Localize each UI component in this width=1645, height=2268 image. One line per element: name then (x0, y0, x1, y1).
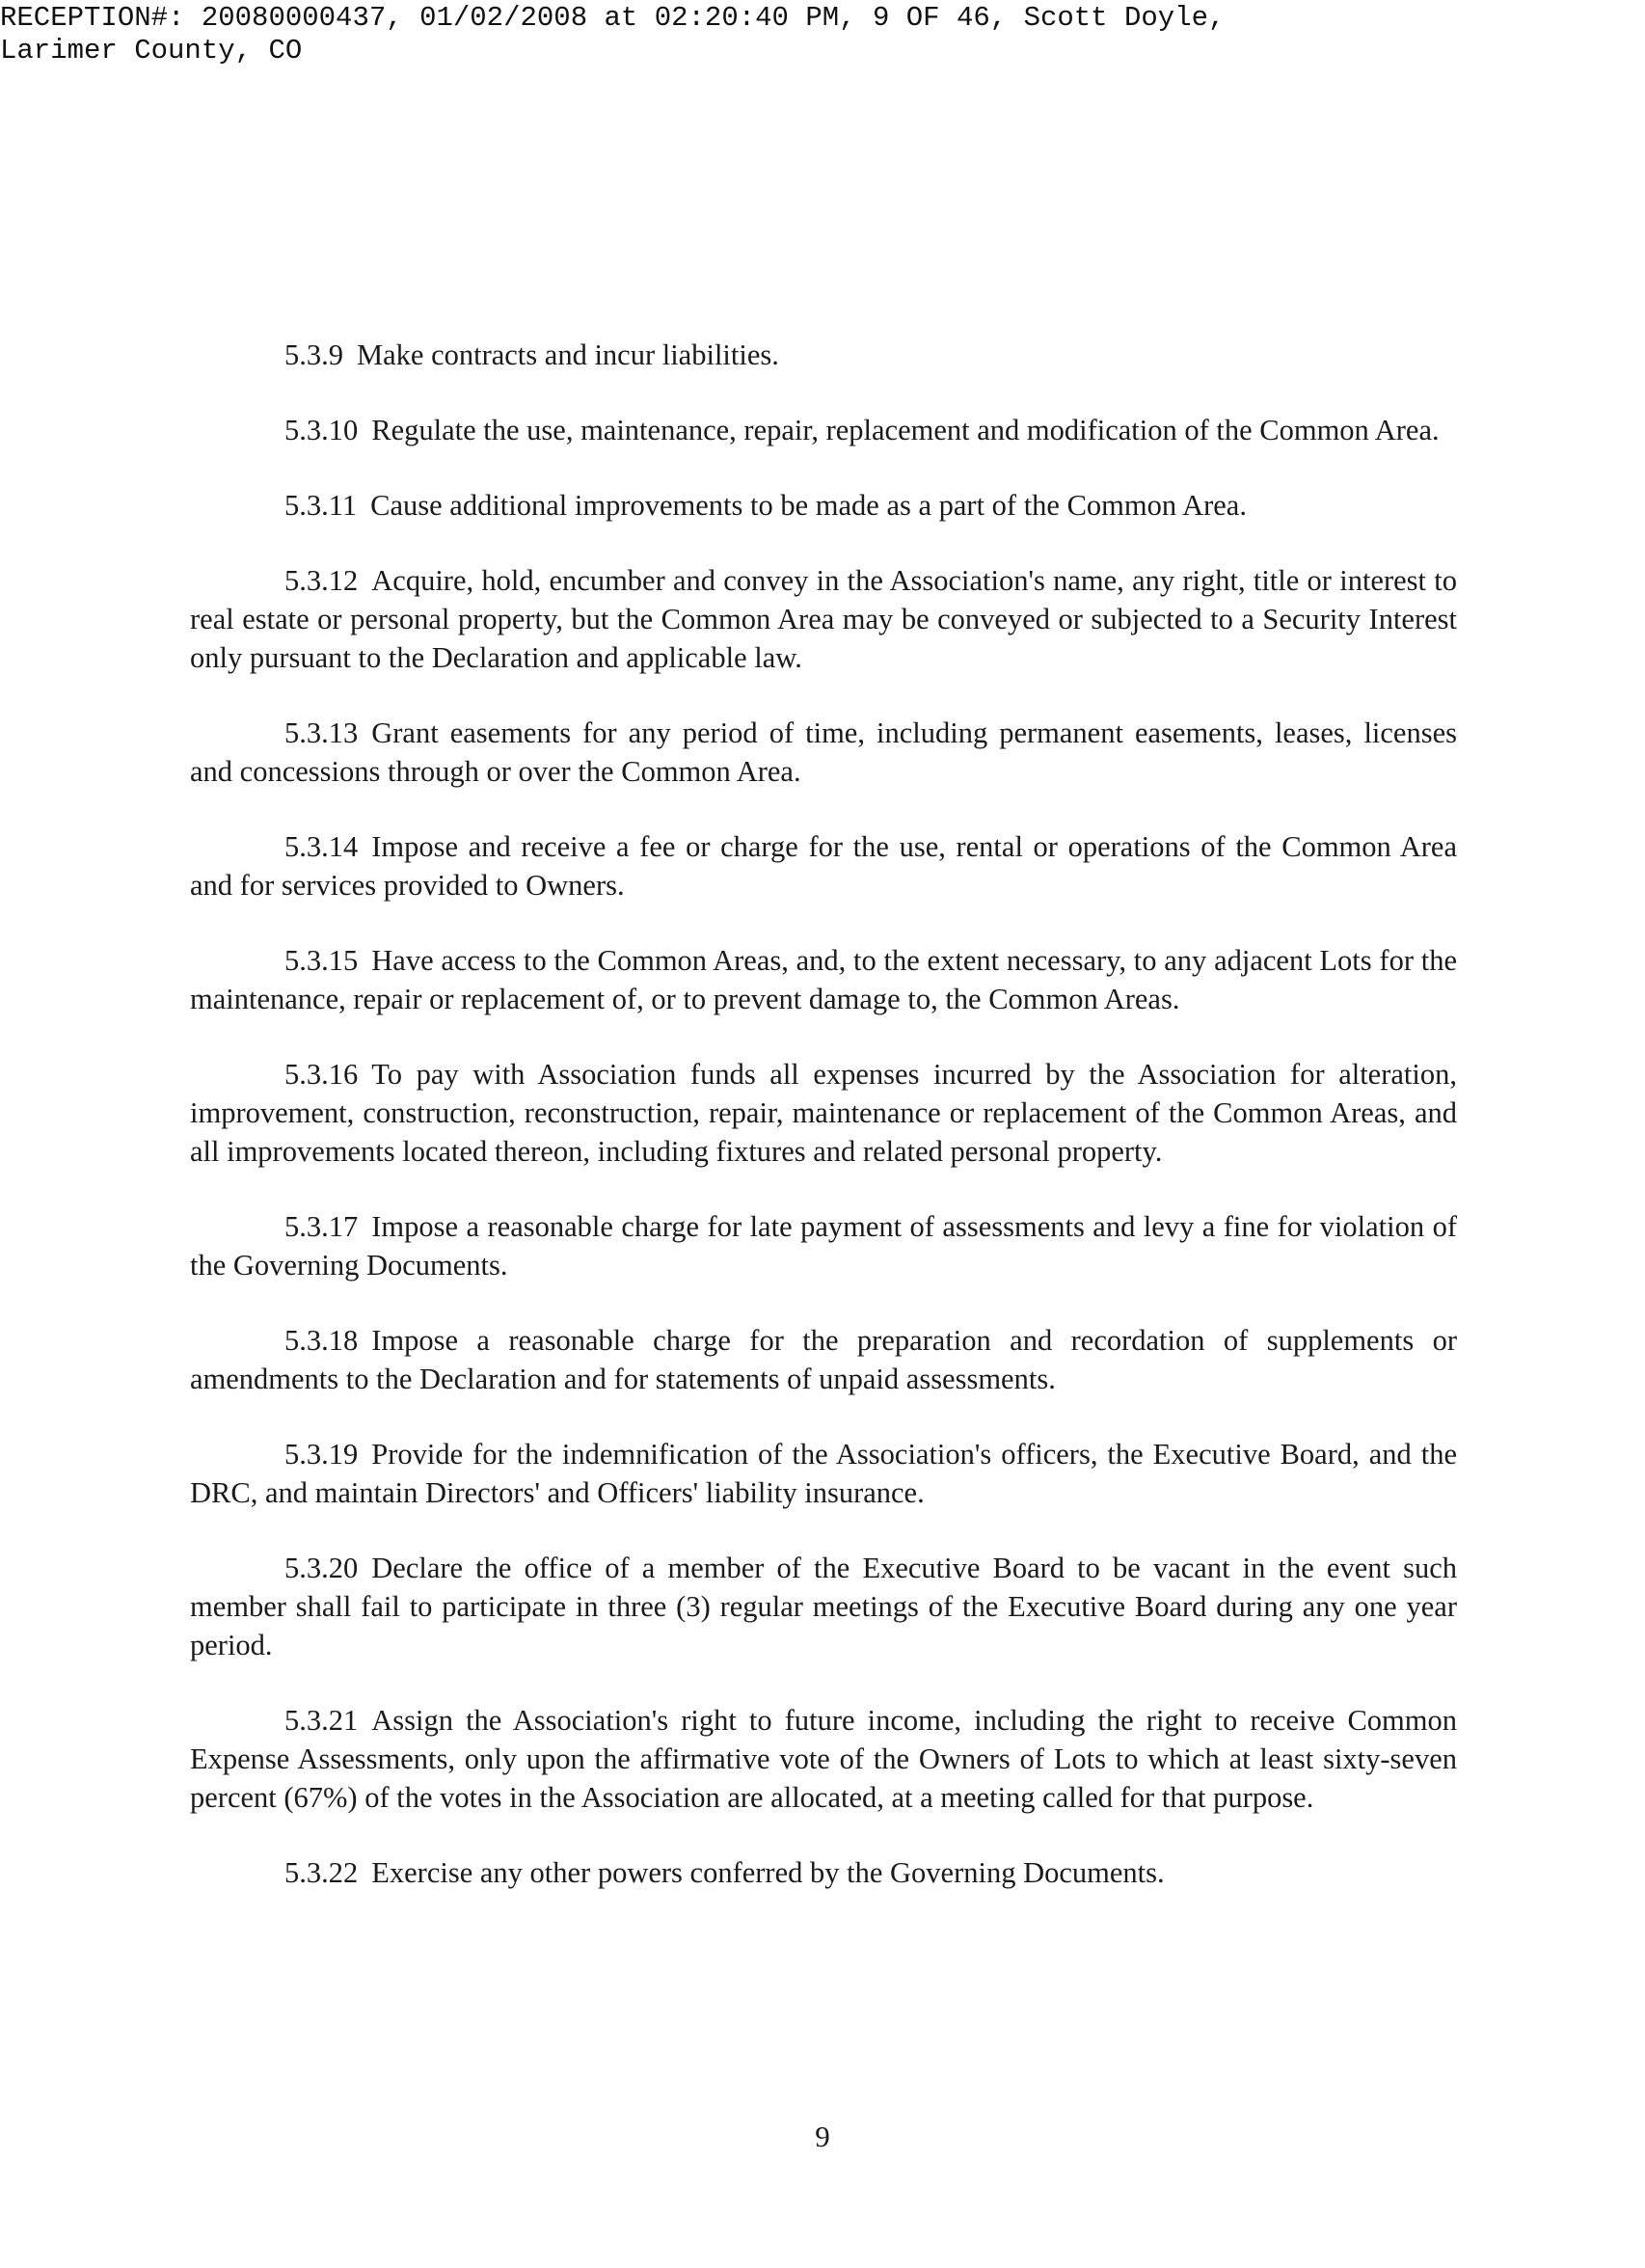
section-number: 5.3.13 (284, 716, 359, 749)
section-text: Impose a reasonable charge for late payment of assessments and levy a fine for violation of the Governing Documents. (190, 1210, 1457, 1282)
section-text: Provide for the indemnification of the Association's officers, the Executive Board, and the DRC, and maintain Directors' and Officers' liability insurance. (190, 1438, 1457, 1509)
section-text: Make contracts and incur liabilities. (357, 338, 779, 371)
section-text: Assign the Association's right to future income, including the right to receive Common Expense Assessments, only upon the affirmative vote of the Owners of Lots to which at least sixty-seven percent (67%) of the votes in the Association are allocated, at a meeting called for that purpose. (190, 1704, 1457, 1814)
section-number: 5.3.21 (284, 1704, 359, 1737)
section-5-3-13 (190, 714, 1457, 791)
section-5-3-20 (190, 1549, 1457, 1664)
section-5-3-9 (190, 336, 1457, 374)
section-number: 5.3.14 (284, 830, 359, 863)
section-text: To pay with Association funds all expenses incurred by the Association for alteration, improvement, construction, reconstruction, repair, maintenance or replacement of the Common Areas, and all improvements located thereon, including fixtures and related personal property. (190, 1058, 1457, 1168)
section-number: 5.3.17 (284, 1210, 359, 1243)
section-5-3-10 (190, 411, 1457, 449)
section-5-3-16 (190, 1055, 1457, 1171)
section-text: Declare the office of a member of the Executive Board to be vacant in the event such member shall fail to participate in three (3) regular meetings of the Executive Board during any one year period. (190, 1552, 1457, 1661)
section-number: 5.3.9 (284, 338, 343, 371)
section-5-3-18 (190, 1321, 1457, 1398)
section-5-3-21 (190, 1701, 1457, 1817)
section-number: 5.3.18 (284, 1324, 359, 1357)
section-text: Cause additional improvements to be made as a part of the Common Area. (370, 489, 1247, 522)
section-number: 5.3.15 (284, 944, 359, 977)
section-text: Impose a reasonable charge for the preparation and recordation of supplements or amendments to the Declaration and for statements of unpaid assessments. (190, 1324, 1457, 1395)
section-number: 5.3.16 (284, 1058, 359, 1091)
section-5-3-15 (190, 941, 1457, 1018)
recording-header (0, 2, 1630, 68)
section-number: 5.3.19 (284, 1438, 359, 1471)
section-text: Grant easements for any period of time, including permanent easements, leases, licenses and concessions through or over the Common Area. (190, 716, 1457, 788)
section-number: 5.3.10 (284, 414, 359, 446)
page-number: 9 (815, 2120, 830, 2153)
document-body (190, 336, 1457, 1892)
section-5-3-12 (190, 561, 1457, 677)
section-5-3-19 (190, 1435, 1457, 1512)
section-text: Have access to the Common Areas, and, to the extent necessary, to any adjacent Lots for the maintenance, repair or replacement of, or to prevent damage to, the Common Areas. (190, 944, 1457, 1015)
section-5-3-22 (190, 1853, 1457, 1892)
section-number: 5.3.20 (284, 1552, 359, 1584)
section-5-3-17 (190, 1207, 1457, 1284)
section-text: Acquire, hold, encumber and convey in the Association's name, any right, title or interest to real estate or personal property, but the Common Area may be conveyed or subjected to a Security Interest only pursuant to the Declaration and applicable law. (190, 564, 1457, 674)
section-5-3-11 (190, 486, 1457, 525)
section-text: Exercise any other powers conferred by the Governing Documents. (371, 1856, 1165, 1889)
recording-header-line-1: RECEPTION#: 20080000437, 01/02/2008 at 02:20:40 PM, 9 OF 46, Scott Doyle, (0, 2, 1226, 34)
section-text: Impose and receive a fee or charge for the use, rental or operations of the Common Area and for services provided to Owners. (190, 830, 1457, 902)
section-5-3-14 (190, 827, 1457, 904)
section-number: 5.3.11 (284, 489, 358, 522)
section-number: 5.3.22 (284, 1856, 359, 1889)
recording-header-line-2: Larimer County, CO (0, 35, 303, 67)
section-number: 5.3.12 (284, 564, 359, 597)
section-text: Regulate the use, maintenance, repair, replacement and modification of the Common Area. (371, 414, 1440, 446)
